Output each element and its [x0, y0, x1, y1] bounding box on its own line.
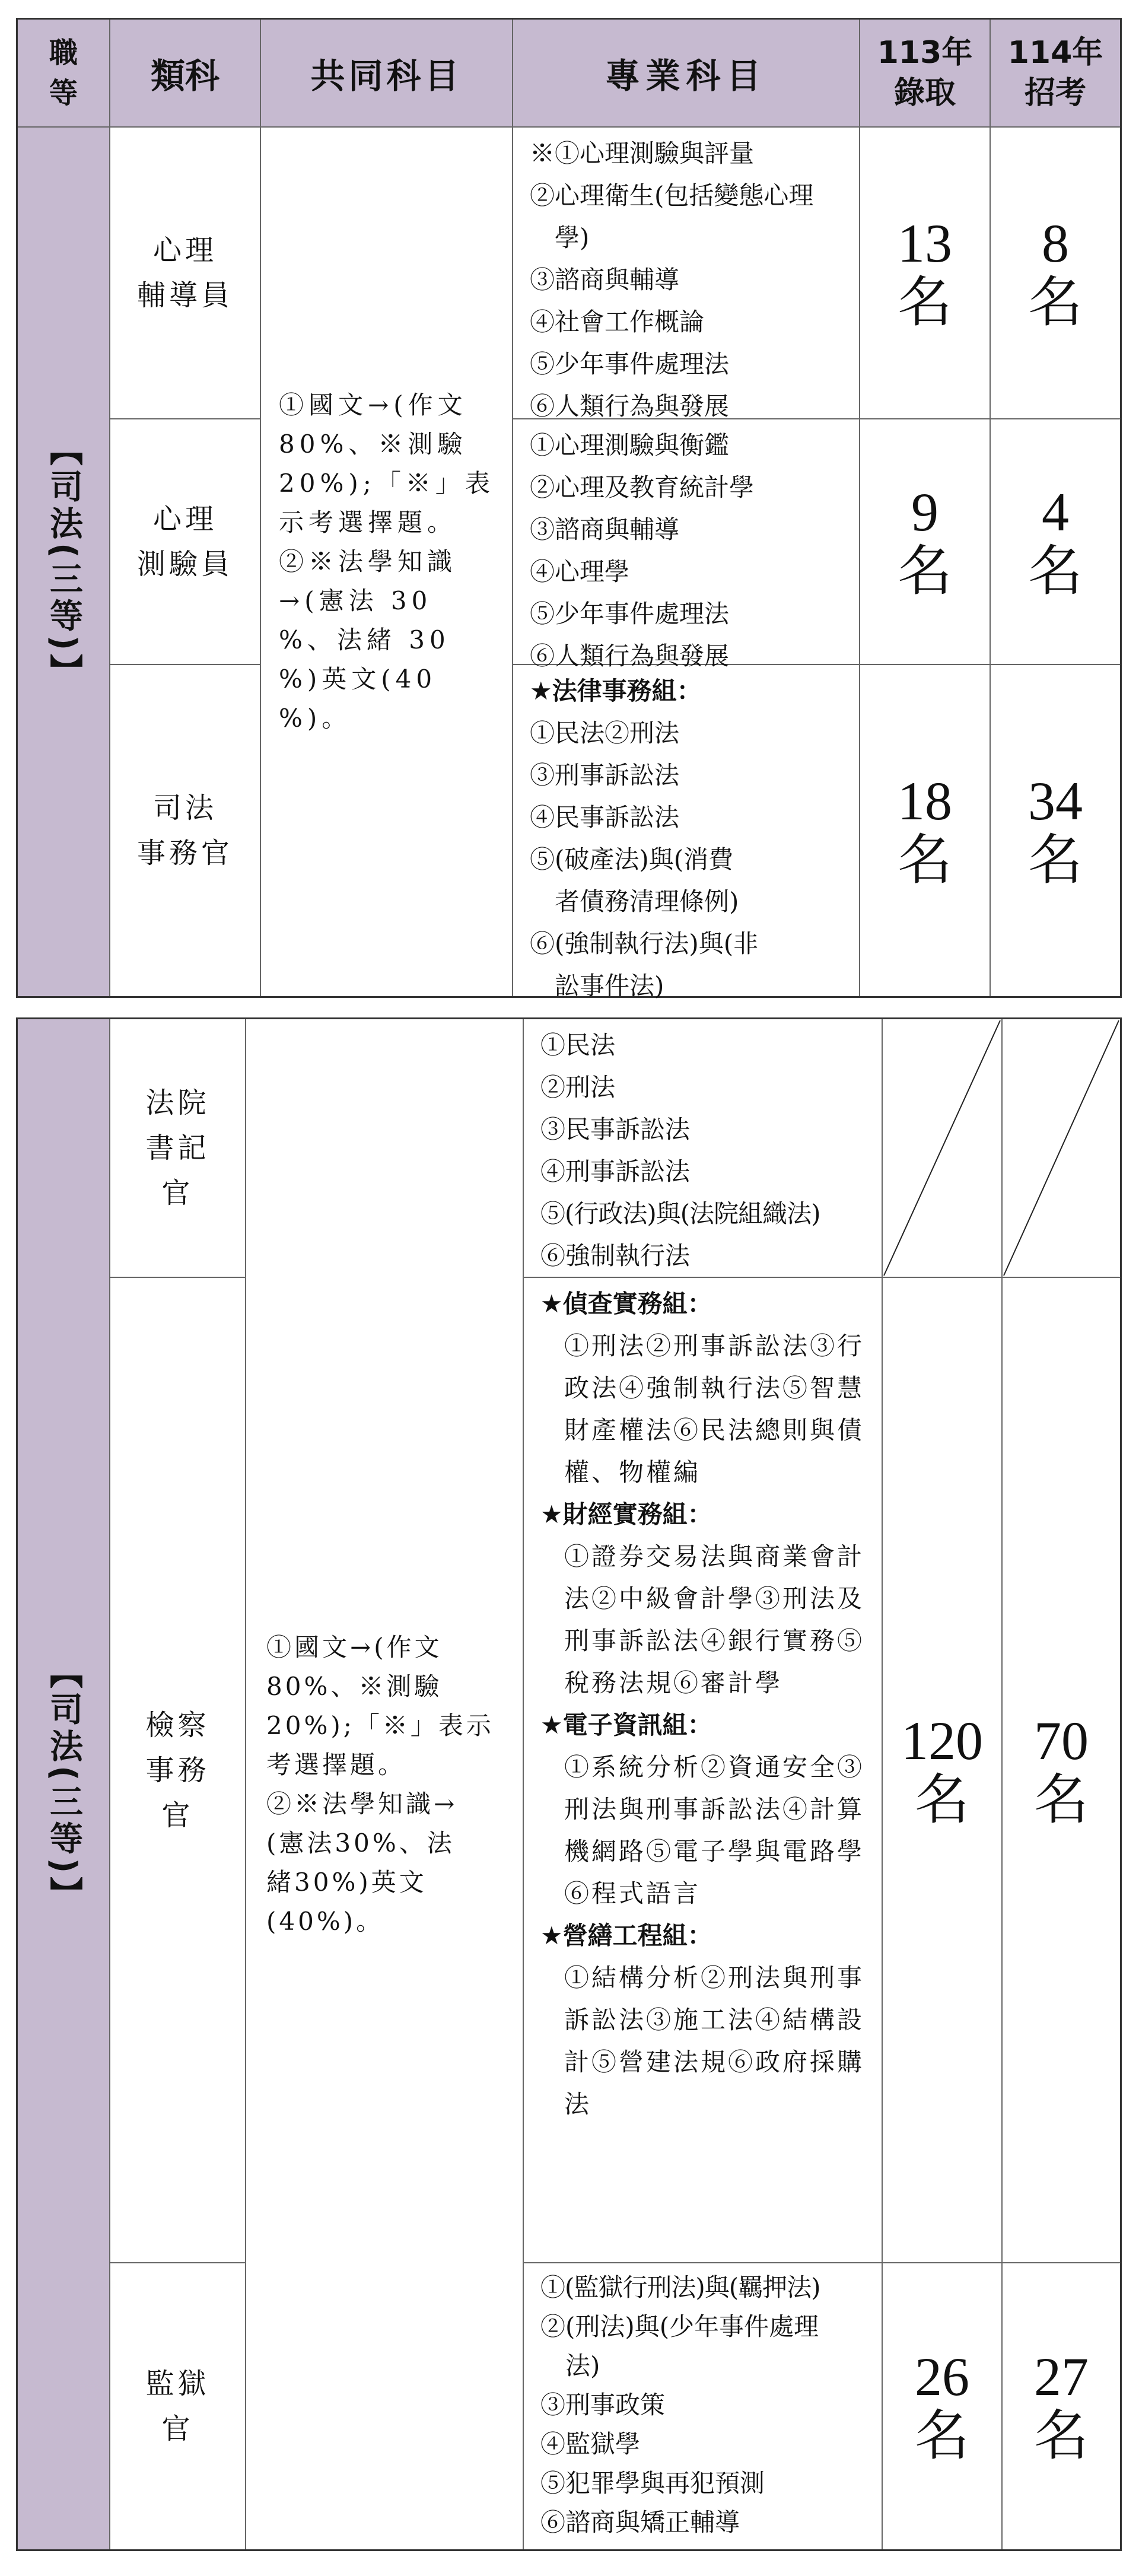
subject-line: ③諮商與輔導 — [530, 265, 680, 294]
subject-line: 訟事件法) — [530, 971, 664, 1000]
recruit-114-court-clerk-na — [1003, 1019, 1120, 1278]
specialized-court-clerk — [524, 1019, 883, 1278]
subject-line: ⑤少年事件處理法 — [530, 599, 730, 628]
specialized-prison-officer — [524, 2263, 883, 2549]
header-category — [110, 20, 261, 128]
common-subjects-cell — [261, 128, 513, 996]
category-label: 心理 輔導員 — [136, 234, 233, 312]
count-unit: 名 — [897, 272, 952, 333]
count-value: 4 — [1042, 482, 1069, 542]
header-grade — [18, 20, 110, 128]
category-prosecution-officer — [110, 1278, 246, 2263]
category-judicial-officer — [110, 665, 261, 996]
subject-group-title: ★電子資訊組： — [540, 1710, 712, 1739]
header-common-subjects — [261, 20, 513, 128]
subject-line: ②(刑法)與(少年事件處理 — [540, 2312, 819, 2341]
recruit-114-judicial-officer — [991, 665, 1120, 996]
count-unit: 名 — [1027, 541, 1083, 602]
recruit-114-prosecution-officer — [1003, 1278, 1120, 2263]
category-label: 心理 測驗員 — [136, 503, 233, 581]
diagonal-slash-icon — [883, 1019, 1001, 1277]
subject-line: ⑤(破產法)與(消費 — [530, 845, 734, 874]
admitted-113-court-clerk-na — [883, 1019, 1003, 1278]
grade-side-cell — [18, 1019, 110, 2549]
subject-group-title: ★偵查實務組： — [540, 1289, 712, 1318]
subject-line: 法) — [540, 2351, 600, 2380]
count-value: 26 — [915, 2346, 969, 2407]
common-subjects-text: ①國文→(作文 80%、※測驗 20%);「※」表示 考選擇題。 ②※法學知識→ (憲法30%、法 緒30%)英文 (40%)。 — [266, 1632, 494, 1936]
subject-line: ⑤少年事件處理法 — [530, 349, 730, 379]
count-unit: 名 — [1027, 830, 1083, 891]
exam-table-section-2 — [16, 1017, 1122, 2551]
specialized-psych-tester — [513, 419, 860, 670]
count-unit: 名 — [1027, 272, 1083, 333]
grade-side-cell — [18, 128, 110, 996]
count-value: 120 — [901, 1710, 983, 1771]
admitted-113-psych-counselor — [860, 128, 991, 419]
admitted-113-prison-officer — [883, 2263, 1003, 2549]
subject-line: ④民事訴訟法 — [530, 803, 680, 832]
count-unit: 名 — [1033, 1769, 1089, 1830]
subject-group-text: ①結構分析②刑法與刑事訴訟法③施工法④結構設計⑤營建法規⑥政府採購法 — [564, 1963, 865, 2119]
header-specialized-label: 專業科目 — [605, 56, 767, 96]
subject-group-text: ①系統分析②資通安全③刑法與刑事訴訟法④計算機網路⑤電子學與電路學⑥程式語言 — [564, 1753, 865, 1908]
category-label: 監獄 官 — [145, 2367, 210, 2445]
category-label: 法院 書記 官 — [145, 1086, 210, 1210]
category-label: 檢察 事務 官 — [145, 1708, 210, 1832]
subject-line: 學) — [530, 223, 590, 252]
subject-line: ④監獄學 — [540, 2429, 641, 2459]
diagonal-slash-icon — [1003, 1019, 1120, 1277]
subject-line: ⑥強制執行法 — [540, 1241, 691, 1270]
exam-table-section-1 — [16, 18, 1122, 998]
subject-line: ※①心理測驗與評量 — [530, 139, 755, 168]
header-category-label: 類科 — [150, 56, 219, 96]
category-psych-tester — [110, 419, 261, 665]
header-114-recruit — [991, 20, 1120, 128]
category-court-clerk — [110, 1019, 246, 1278]
recruit-114-prison-officer — [1003, 2263, 1120, 2549]
subject-line: ③諮商與輔導 — [530, 515, 680, 544]
count-value: 13 — [898, 213, 952, 273]
subject-group-title: ★法律事務組： — [530, 676, 702, 705]
common-subjects-cell — [246, 1019, 524, 2549]
subject-line: ⑥(強制執行法)與(非 — [530, 929, 759, 958]
header-specialized-subjects — [513, 20, 860, 128]
subject-line: ③刑事訴訟法 — [530, 761, 680, 790]
recruit-114-psych-counselor — [991, 128, 1120, 419]
admitted-113-psych-tester — [860, 419, 991, 665]
count-unit: 名 — [914, 2406, 969, 2466]
subject-line: ②刑法 — [540, 1073, 616, 1102]
specialized-judicial-officer — [513, 665, 860, 1000]
count-value: 34 — [1028, 771, 1083, 831]
header-113-admitted — [860, 20, 991, 128]
subject-line: ③民事訴訟法 — [540, 1115, 691, 1144]
count-unit: 名 — [1033, 2406, 1089, 2466]
header-114-label: 114年 招考 — [1007, 35, 1103, 111]
count-value: 18 — [898, 771, 952, 831]
subject-line: 者債務清理條例) — [530, 887, 739, 916]
subject-line: ③刑事政策 — [540, 2390, 666, 2419]
count-value: 8 — [1042, 213, 1069, 273]
common-subjects-text: ①國文→(作文 80%、※測驗 20%);「※」表 示考選擇題。 ②※法學知識 →(憲法 30 %、法緒 30 %)英文(40 %)。 — [279, 390, 495, 733]
subject-line: ⑤犯罪學與再犯預測 — [540, 2469, 765, 2498]
count-unit: 名 — [897, 830, 952, 891]
subject-line: ⑥人類行為與發展 — [530, 392, 730, 421]
header-113-label: 113年 錄取 — [877, 35, 973, 111]
subject-line: ①民法②刑法 — [530, 718, 680, 748]
subject-line: ⑤(行政法)與(法院組織法) — [540, 1199, 820, 1228]
subject-line: ⑥人類行為與發展 — [530, 641, 730, 670]
subject-group-title: ★營繕工程組： — [540, 1921, 712, 1950]
subject-line: ②心理衛生(包括變態心理 — [530, 181, 814, 210]
subject-group-text: ①刑法②刑事訴訟法③行政法④強制執行法⑤智慧財產權法⑥民法總則與債權、物權編 — [564, 1331, 865, 1487]
subject-line: ①(監獄行刑法)與(羈押法) — [540, 2273, 820, 2302]
grade-side-label: 【司法(三等)】 — [44, 432, 83, 691]
header-common-label: 共同科目 — [310, 56, 463, 96]
recruit-114-psych-tester — [991, 419, 1120, 665]
subject-line: ④心理學 — [530, 557, 630, 586]
admitted-113-prosecution-officer — [883, 1278, 1003, 2263]
count-value: 9 — [911, 482, 938, 542]
category-psych-counselor — [110, 128, 261, 419]
header-grade-label: 職 等 — [49, 36, 78, 110]
count-unit: 名 — [914, 1769, 969, 1830]
subject-line: ⑥諮商與矯正輔導 — [540, 2508, 740, 2537]
specialized-psych-counselor — [513, 128, 860, 419]
subject-line: ④刑事訴訟法 — [540, 1157, 691, 1186]
subject-line: ①心理測驗與衡鑑 — [530, 431, 730, 460]
count-value: 27 — [1034, 2346, 1089, 2407]
grade-side-label: 【司法(三等)】 — [44, 1655, 83, 1914]
admitted-113-judicial-officer — [860, 665, 991, 996]
specialized-prosecution-officer — [524, 1278, 883, 2263]
count-value: 70 — [1034, 1710, 1089, 1771]
subject-group-text: ①證券交易法與商業會計法②中級會計學③刑法及刑事訴訟法④銀行實務⑤稅務法規⑥審計學 — [564, 1542, 865, 1697]
category-label: 司法 事務官 — [136, 791, 233, 870]
count-unit: 名 — [897, 541, 952, 602]
subject-line: ④社會工作概論 — [530, 307, 705, 336]
subject-group-title: ★財經實務組： — [540, 1500, 712, 1529]
category-prison-officer — [110, 2263, 246, 2549]
subject-line: ②心理及教育統計學 — [530, 473, 755, 502]
subject-line: ①民法 — [540, 1031, 616, 1060]
